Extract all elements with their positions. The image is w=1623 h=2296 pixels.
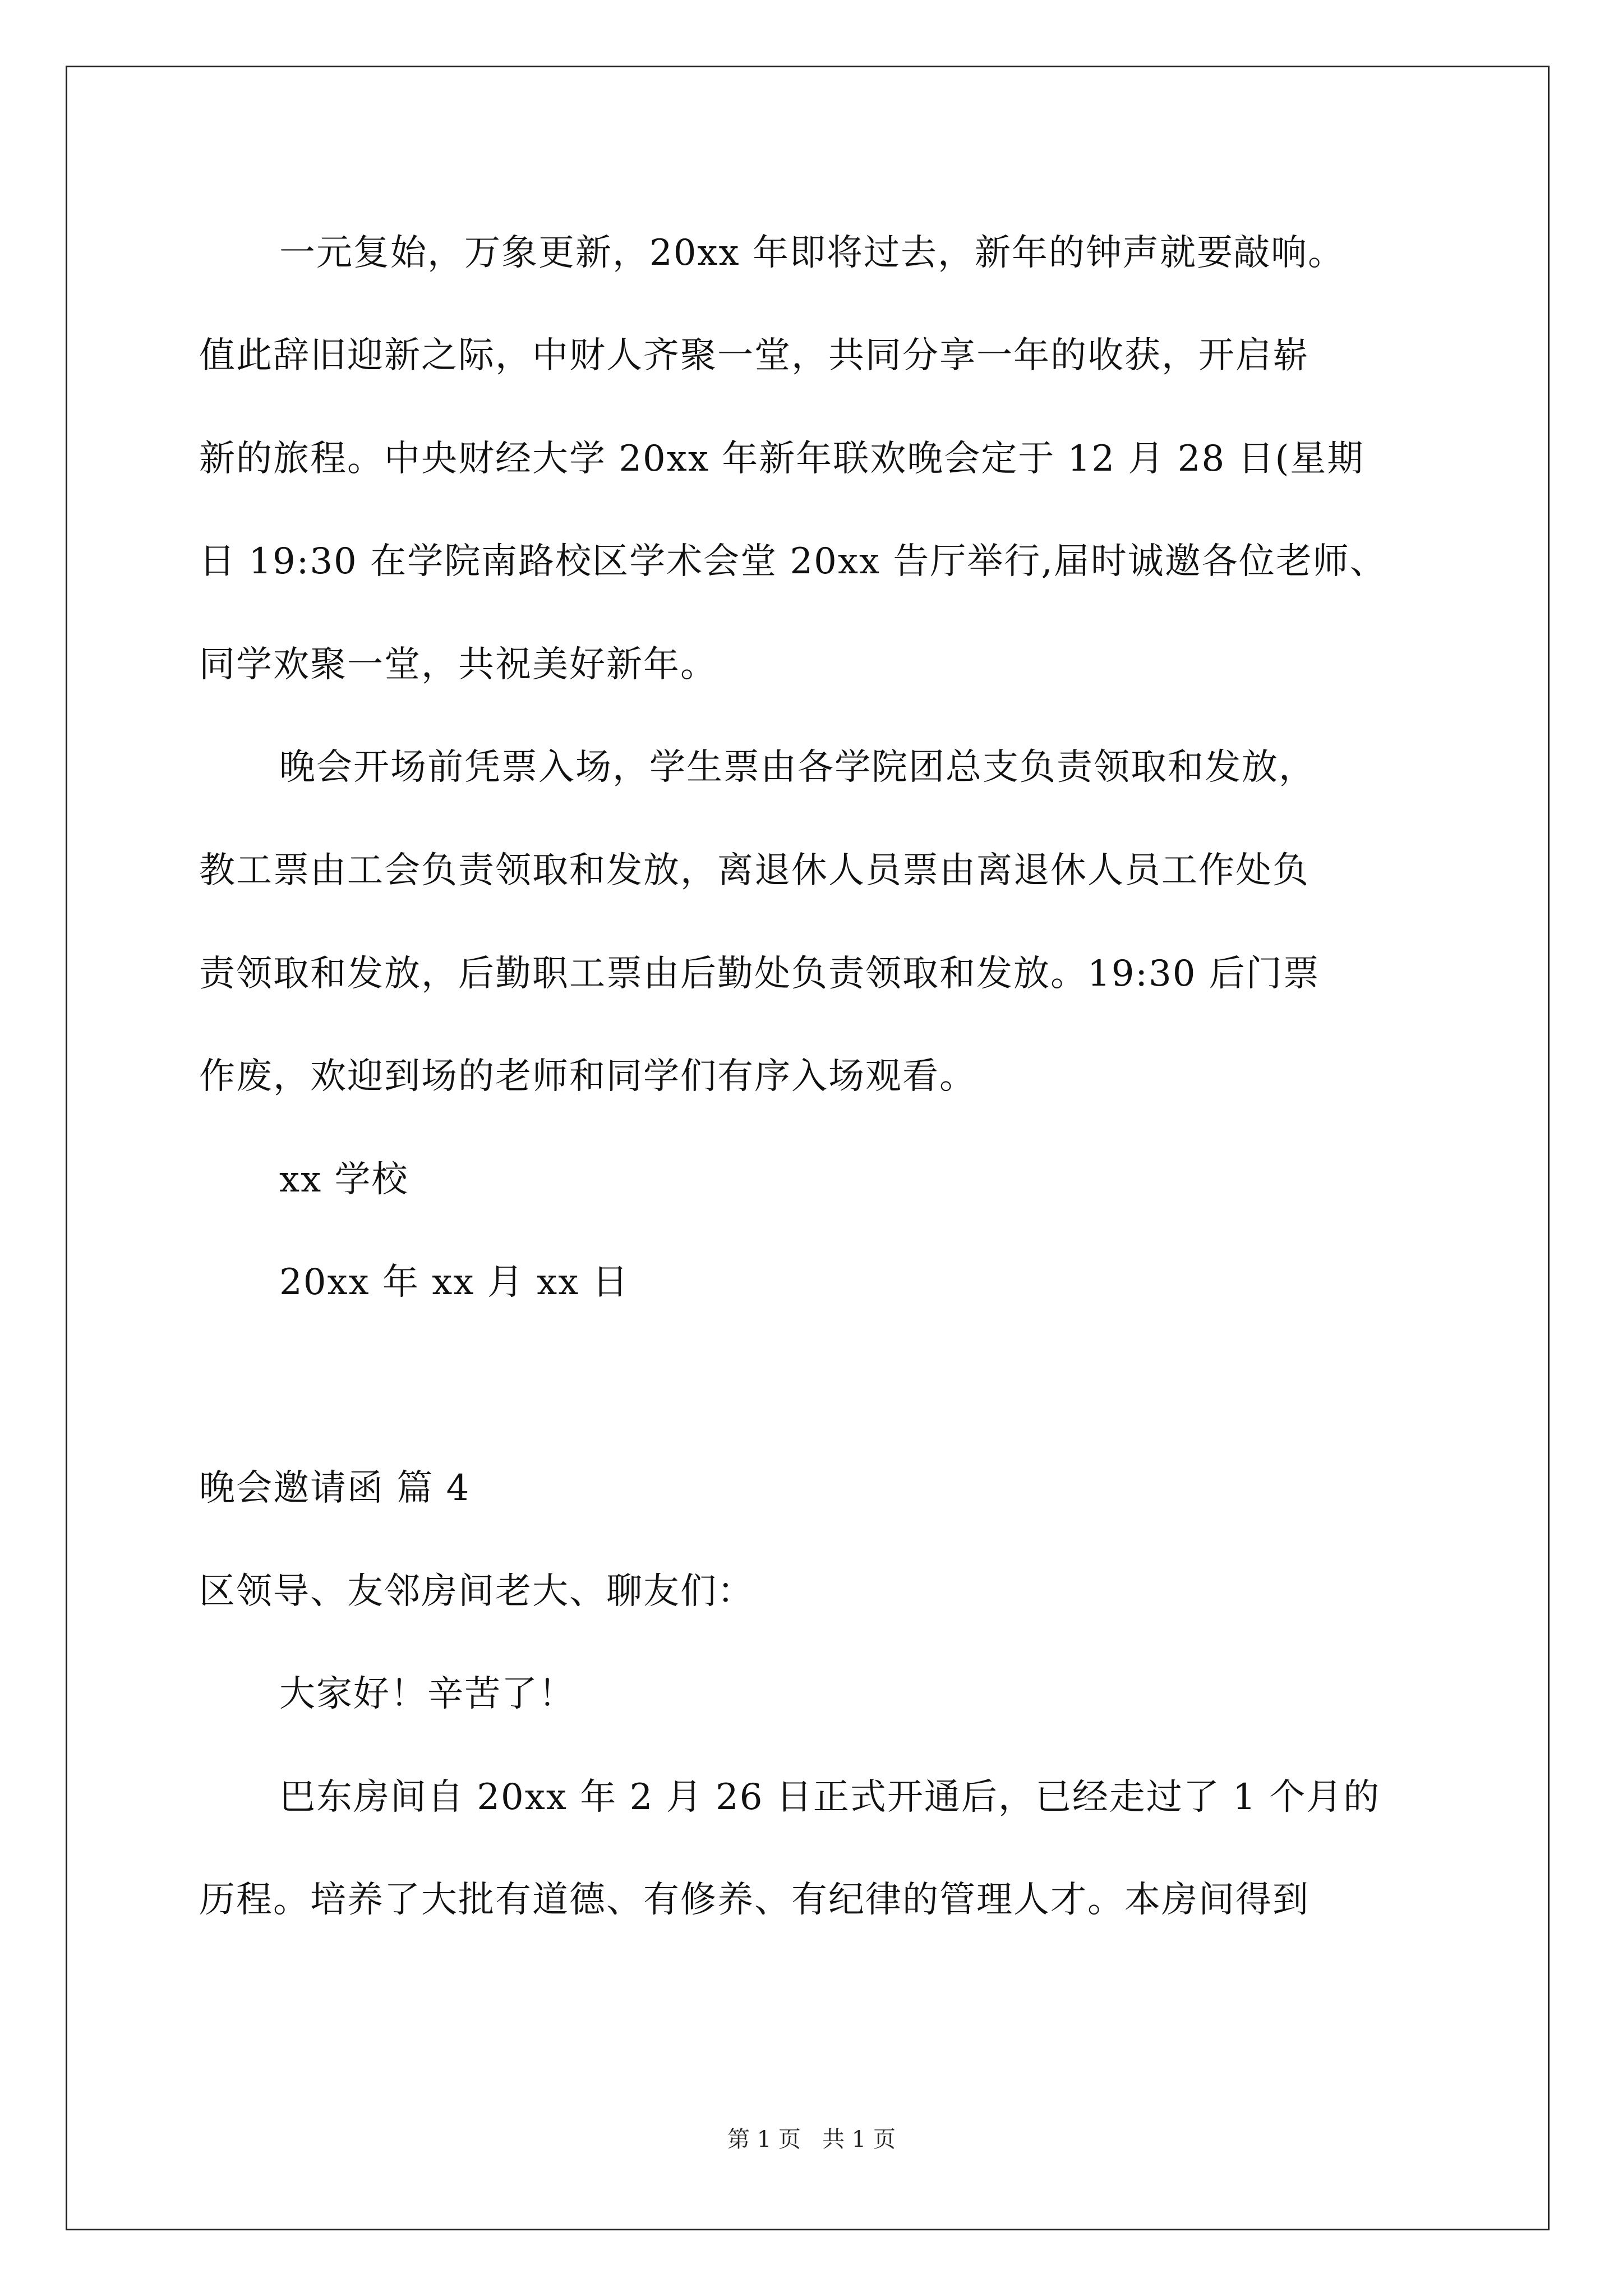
signature-school: xx 学校	[279, 1159, 409, 1200]
paragraph-line: 巴东房间自 20xx 年 2 月 26 日正式开通后，已经走过了 1 个月的	[279, 1777, 1381, 1818]
paragraph-line: 一元复始，万象更新，20xx 年即将过去，新年的钟声就要敲响。	[279, 232, 1345, 274]
paragraph-line: 日 19:30 在学院南路校区学术会堂 20xx 告厅举行,届时诚邀各位老师、	[199, 541, 1387, 582]
paragraph-line: 责领取和发放，后勤职工票由后勤处负责领取和发放。19:30 后门票	[199, 953, 1320, 995]
page-footer: 第 1 页 共 1 页	[727, 2127, 896, 2152]
greeting: 大家好！辛苦了！	[279, 1673, 575, 1715]
signature-date: 20xx 年 xx 月 xx 日	[279, 1262, 629, 1303]
paragraph-line: 晚会开场前凭票入场，学生票由各学院团总支负责领取和发放，	[279, 747, 1316, 788]
salutation: 区领导、友邻房间老大、聊友们：	[199, 1571, 754, 1612]
paragraph-line: 值此辞旧迎新之际，中财人齐聚一堂，共同分享一年的收获，开启崭	[199, 335, 1310, 376]
section-heading: 晚会邀请函 篇 4	[199, 1467, 471, 1509]
paragraph-line: 新的旅程。中央财经大学 20xx 年新年联欢晚会定于 12 月 28 日(星期	[199, 438, 1364, 480]
paragraph-line: 同学欢聚一堂，共祝美好新年。	[199, 644, 717, 685]
paragraph-line: 历程。培养了大批有道德、有修养、有纪律的管理人才。本房间得到	[199, 1879, 1310, 1921]
paragraph-line: 教工票由工会负责领取和发放，离退休人员票由离退休人员工作处负	[199, 850, 1310, 891]
paragraph-line: 作废，欢迎到场的老师和同学们有序入场观看。	[199, 1056, 976, 1097]
